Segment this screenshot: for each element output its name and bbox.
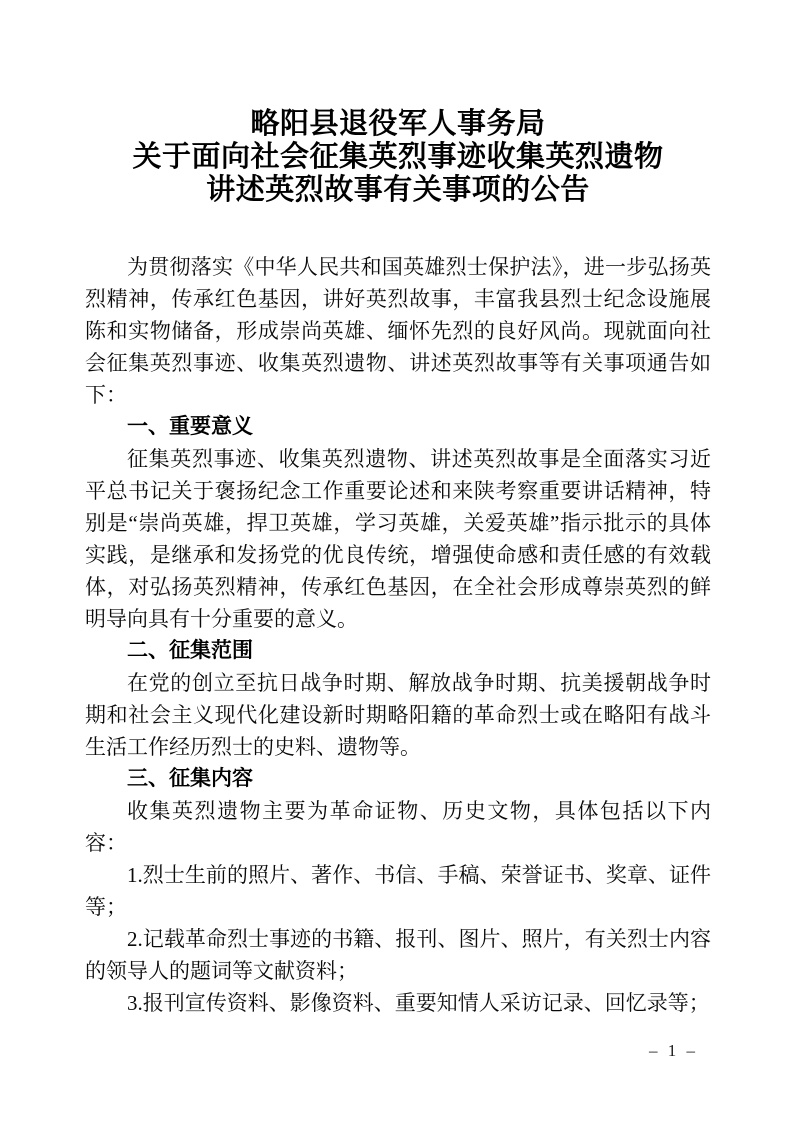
title-line-3: 讲述英烈故事有关事项的公告 (206, 174, 590, 206)
section-1-heading: 一、重要意义 (127, 415, 253, 438)
list-item-3: 3.报刊宣传资料、影像资料、重要知情人采访记录、回忆录等； (127, 991, 710, 1015)
document-content (85, 108, 711, 1019)
section-3-paragraph: 收集英烈遗物主要为革命证物、历史文物，具体包括以下内容： (85, 799, 711, 855)
section-2-heading: 二、征集范围 (127, 639, 253, 662)
section-2-paragraph: 在党的创立至抗日战争时期、解放战争时期、抗美援朝战争时期和社会主义现代化建设新时期略阳籍的革命烈士或在略阳有战斗生活工作经历烈士的史料、遗物等。 (85, 671, 711, 759)
page-number: – 1 – (649, 1041, 698, 1060)
list-item-1: 1.烈士生前的照片、著作、书信、手稿、荣誉证书、奖章、证件等； (85, 863, 711, 919)
list-item-2: 2.记载革命烈士事迹的书籍、报刊、图片、照片，有关烈士内容的领导人的题词等文献资料； (85, 927, 711, 983)
section-1-paragraph: 征集英烈事迹、收集英烈遗物、讲述英烈故事是全面落实习近平总书记关于褒扬纪念工作重要论述和来陕考察重要讲话精神，特别是“崇尚英雄，捍卫英雄，学习英雄，关爱英雄”指示批示的具体实践，是继承和发扬党的优良传统，增强使命感和责任感的有效载体，对弘扬英烈精神，传承红色基因，在全社会形成尊崇英烈的鲜明导向具有十分重要的意义。 (85, 447, 711, 631)
section-3-heading: 三、征集内容 (127, 767, 253, 790)
intro-paragraph: 为贯彻落实《中华人民共和国英雄烈士保护法》，进一步弘扬英烈精神，传承红色基因，讲好英烈故事，丰富我县烈士纪念设施展陈和实物储备，形成崇尚英雄、缅怀先烈的良好风尚。现就面向社会征集英烈事迹、收集英烈遗物、讲述英烈故事等有关事项通告如下： (85, 255, 711, 407)
title-line-2: 关于面向社会征集英烈事迹收集英烈遗物 (132, 141, 664, 173)
document-title (85, 108, 711, 207)
title-line-1: 略阳县退役军人事务局 (250, 108, 546, 140)
